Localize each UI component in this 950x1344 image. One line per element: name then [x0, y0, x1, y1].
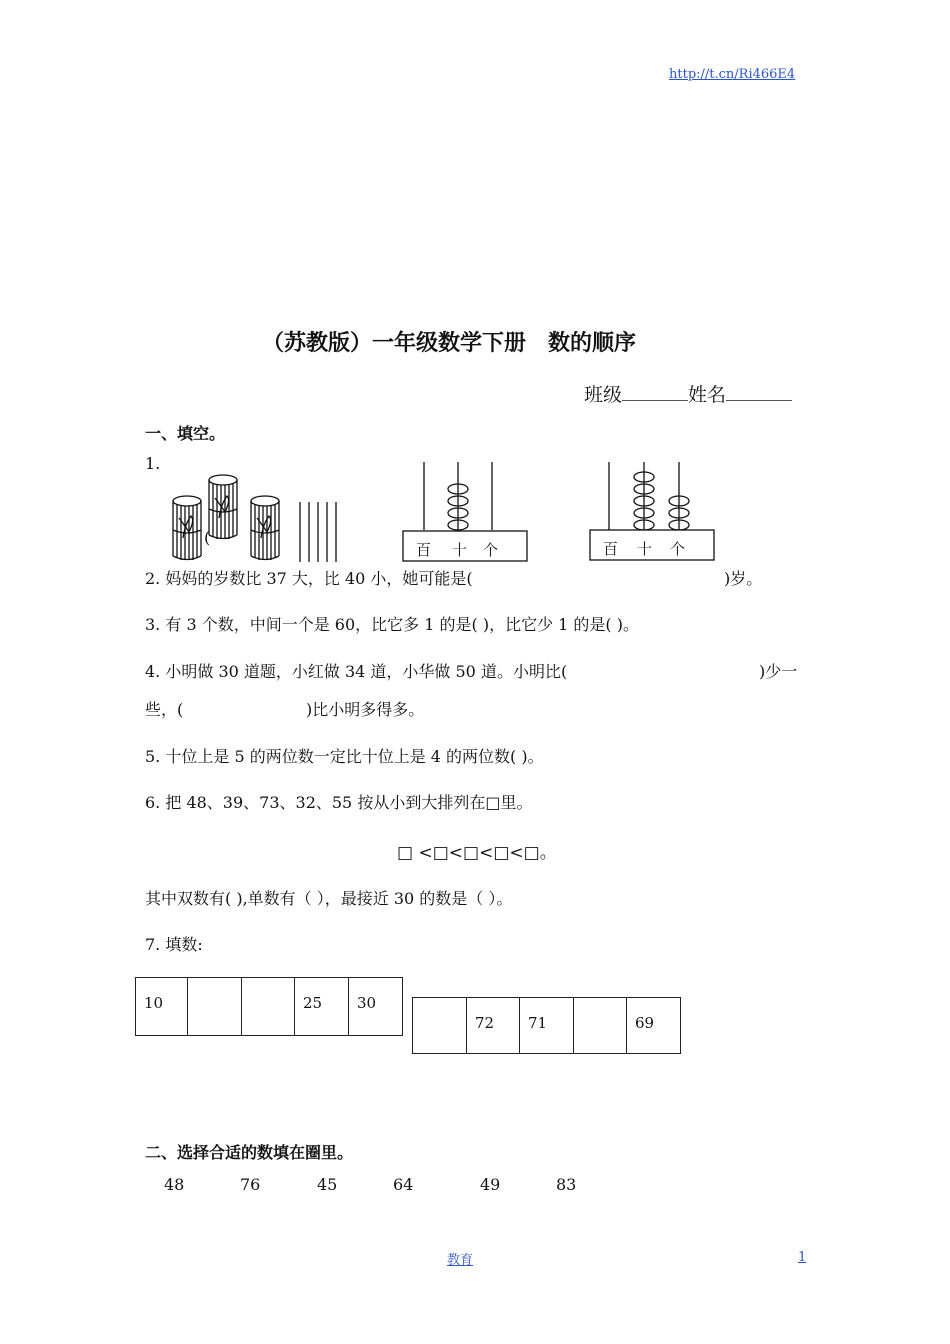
q5-text: 5. 十位上是 5 的两位数一定比十位上是 4 的两位数( )。: [145, 747, 544, 766]
loose-sticks: [300, 502, 336, 562]
stick-bundles-illustration: [165, 468, 355, 566]
name-blank[interactable]: [726, 382, 792, 401]
footer-link[interactable]: 教育: [447, 1253, 474, 1268]
student-info: [584, 380, 792, 407]
bundle-of-ten-1: [173, 496, 201, 560]
number-choice: 64: [393, 1175, 414, 1194]
table-cell-blank[interactable]: [413, 998, 467, 1054]
q7-label: 7. 填数:: [145, 935, 203, 954]
q4-line2-end: )比小明多得多。: [306, 700, 425, 719]
table-row: [413, 998, 681, 1054]
number-choice: 76: [240, 1175, 261, 1194]
bundle-of-ten-3: [251, 496, 279, 560]
section1-heading: 一、填空。: [145, 424, 226, 443]
table-row: [136, 978, 403, 1036]
q2-text-end: )岁。: [724, 569, 763, 588]
table-cell: 10: [136, 978, 188, 1036]
number-choice: 45: [317, 1175, 338, 1194]
abacus1-label-ones: 个: [483, 541, 499, 559]
q4-line1-start: 4. 小明做 30 道题，小红做 34 道，小华做 50 道。小明比(: [145, 662, 568, 681]
name-label: 姓名: [688, 384, 727, 406]
abacus2-label-hundreds: 百: [603, 540, 619, 558]
page-number[interactable]: 1: [798, 1250, 807, 1265]
number-choice: 49: [480, 1175, 501, 1194]
q2-text-start: 2. 妈妈的岁数比 37 大，比 40 小，她可能是(: [145, 569, 473, 588]
table-cell: 69: [627, 998, 681, 1054]
page-title: （苏教版）一年级数学下册 数的顺序: [262, 331, 637, 356]
number-table-1: [135, 977, 403, 1036]
abacus2-label-ones: 个: [670, 540, 686, 558]
q6-text: 6. 把 48、39、73、32、55 按从小到大排列在□里。: [145, 793, 533, 812]
q4-line1-end: )少一: [759, 662, 798, 681]
q4-line2-start: 些，(: [145, 700, 184, 719]
table-cell: 30: [349, 978, 403, 1036]
table-cell: 71: [520, 998, 574, 1054]
q3-text: 3. 有 3 个数，中间一个是 60，比它多 1 的是( )，比它少 1 的是( )。: [145, 615, 639, 634]
number-choice: 83: [556, 1175, 577, 1194]
table-cell-blank[interactable]: [574, 998, 627, 1054]
q1-paren: (: [204, 528, 211, 547]
bundle-of-ten-2: [209, 475, 237, 539]
abacus1-label-hundreds: 百: [416, 541, 432, 559]
number-table-2: [412, 997, 681, 1054]
number-choice: 48: [164, 1175, 185, 1194]
class-label: 班级: [584, 384, 623, 406]
table-cell-blank[interactable]: [188, 978, 242, 1036]
table-cell: 72: [467, 998, 520, 1054]
q1-number: 1.: [145, 454, 161, 473]
abacus1-label-tens: 十: [452, 541, 468, 559]
table-cell-blank[interactable]: [242, 978, 295, 1036]
class-blank[interactable]: [622, 382, 688, 401]
section2-heading: 二、选择合适的数填在圈里。: [145, 1143, 354, 1162]
q6-followup: 其中双数有( ),单数有（ ），最接近 30 的数是（ ）。: [145, 889, 513, 908]
q6-boxes-line: □ <□<□<□<□。: [397, 843, 557, 863]
table-cell: 25: [295, 978, 349, 1036]
abacus2-label-tens: 十: [637, 540, 653, 558]
header-link[interactable]: http://t.cn/Ri466E4: [669, 67, 796, 82]
